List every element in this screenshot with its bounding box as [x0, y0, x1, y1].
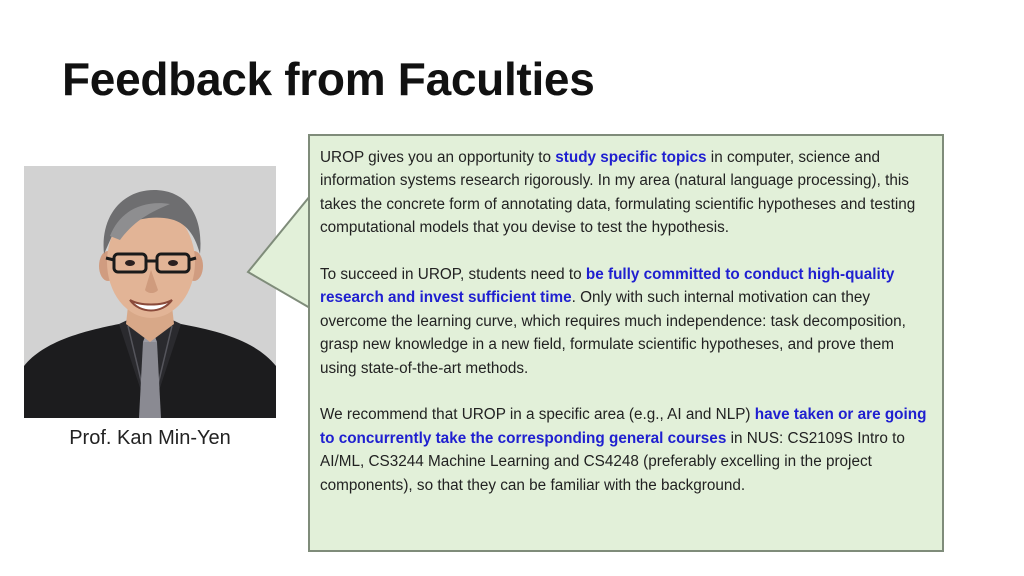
- speech-bubble-tail: [246, 196, 312, 308]
- feedback-p3-text-end: in NUS: CS2109S Intro to AI/ML, CS3244 Machine Learning and CS4248 (preferably excelling in the project components), so that they can be familiar with the background.: [320, 429, 905, 494]
- feedback-paragraph-1: [320, 146, 932, 240]
- slide-title: Feedback from Faculties: [62, 53, 595, 105]
- feedback-p1-text-end: in computer, science and information systems research rigorously. In my area (natural language processing), this takes the concrete form of annotating data, formulating scientific hypotheses and testing computational models that you devise to test the hypothesis.: [320, 149, 916, 237]
- faculty-name-caption: Prof. Kan Min-Yen: [69, 427, 231, 449]
- feedback-p2-text-start: To succeed in UROP, students need to: [320, 266, 586, 284]
- feedback-p1-text-start: UROP gives you an opportunity to: [320, 149, 556, 166]
- feedback-p2-highlight: be fully committed to conduct high-quality research and invest sufficient time: [320, 266, 895, 307]
- feedback-p3-highlight: have taken or are going to concurrently take the corresponding general courses: [320, 406, 927, 447]
- faculty-photo: [24, 166, 276, 418]
- feedback-p3-text-start: We recommend that UROP in a specific area (e.g., AI and NLP): [320, 406, 755, 424]
- feedback-p2-text-end: . Only with such internal motivation can they overcome the learning curve, which requires much independence: task decomposition, grasp new knowledge in a new field, formulate scientific hypotheses, and prove them using state-of-the-art methods.: [320, 289, 906, 377]
- feedback-paragraph-3: [320, 403, 932, 497]
- feedback-callout: [308, 134, 944, 552]
- feedback-p1-highlight: study specific topics: [555, 149, 707, 166]
- feedback-paragraph-2: [320, 263, 932, 380]
